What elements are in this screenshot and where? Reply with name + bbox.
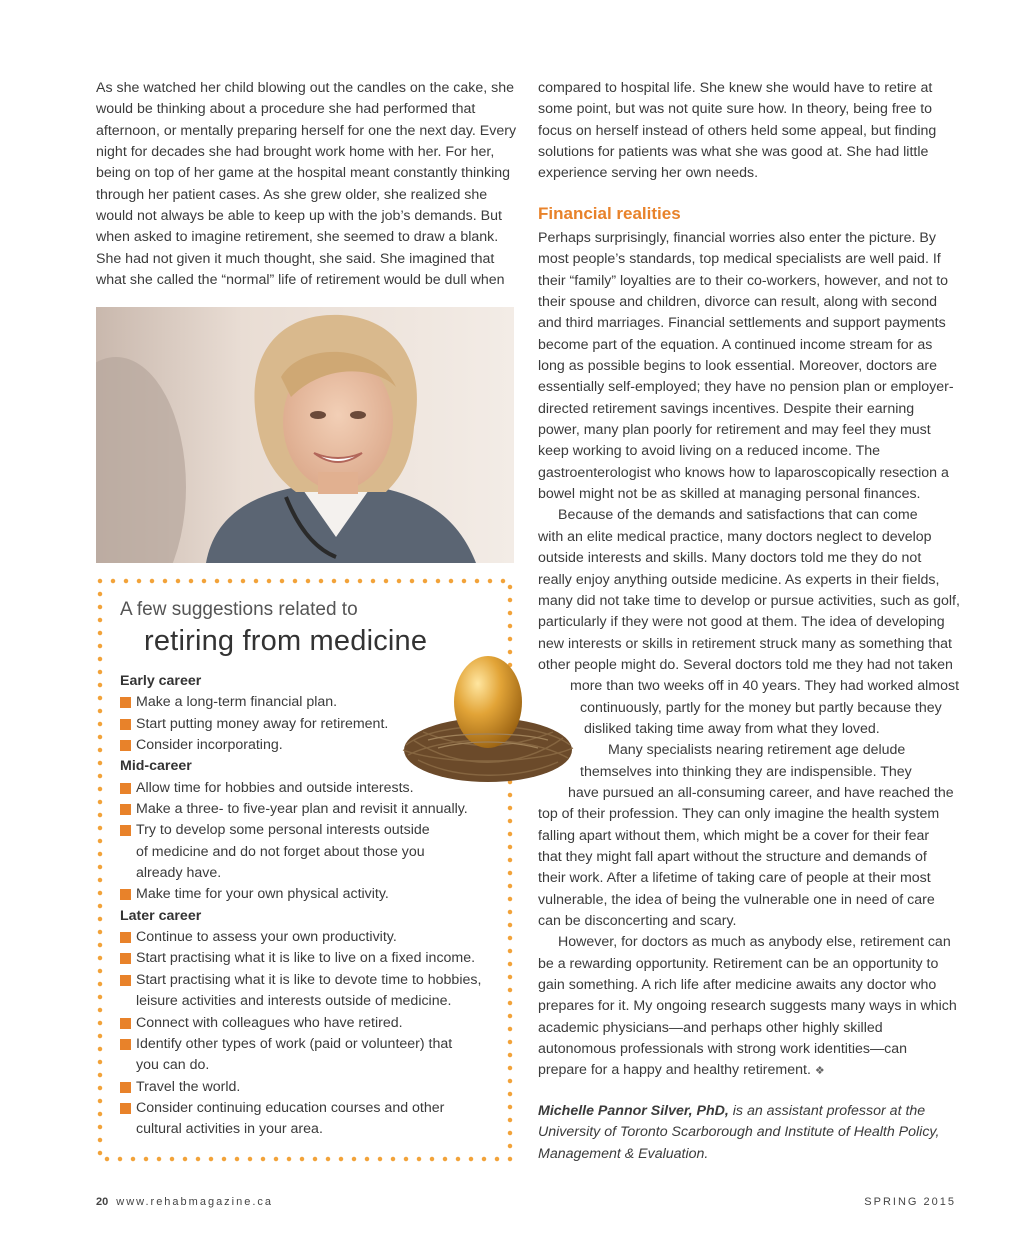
list-item: Travel the world. <box>120 1077 500 1098</box>
issue-label: SPRING 2015 <box>864 1196 956 1208</box>
list-item: Try to develop some personal interests outside of medicine and do not forget about those you already have. <box>120 820 500 884</box>
list-item: Consider continuing education courses and other cultural activities in your area. <box>120 1098 500 1141</box>
list-item: Start practising what it is like to live on a fixed income. <box>120 948 500 969</box>
author-name: Michelle Pannor Silver, PhD, <box>538 1103 729 1119</box>
author-byline <box>538 1101 958 1165</box>
right-column-continuation <box>538 78 958 185</box>
list-item: Start putting money away for retirement. <box>120 714 500 735</box>
body-paragraph: compared to hospital life. She knew she would have to retire at some point, but was not quite sure how. In theory, being free to focus on herself instead of others held some appeal, but finding solutions for patients was what she was good at. She had little experience serving her own needs. <box>538 80 937 182</box>
section-label-early-career: Early career <box>120 673 202 689</box>
bullet-square-icon <box>120 1039 131 1050</box>
list-item: Make a three- to five-year plan and revisit it annually. <box>120 799 500 820</box>
list-item: Identify other types of work (paid or volunteer) that you can do. <box>120 1034 500 1077</box>
body-paragraph: Many specialists nearing retirement age delude themselves into thinking they are indispensible. They have pursued an all-consuming career, and have reached the top of their profession. They can only imagine the health system falling apart without them, which might be a cover for their fear that they might fall apart without the structure and demands of their work. After a lifetime of taking care of people at their most vulnerable, the idea of being the vulnerable one in need of care can be disconcerting and scary. <box>538 742 954 929</box>
doctor-photo <box>96 307 514 563</box>
section-heading: Financial realities <box>538 204 681 223</box>
section-label-later-career: Later career <box>120 907 202 924</box>
list-item: Start practising what it is like to devote time to hobbies, leisure activities and interests outside of medicine. <box>120 970 500 1013</box>
bullet-square-icon <box>120 825 131 836</box>
sidebar-title: retiring from medicine <box>144 625 428 657</box>
body-paragraph: However, for doctors as much as anybody else, retirement can be a rewarding opportunity. Retirement can be an opportunity to gain something. A rich life after medicine awaits any doctor who prepares for it. My ongoing research suggests many ways in which academic physicians—and perhaps other highly skilled autonomous professionals with strong work identities—can prepare for a happy and healthy retirement. ❖ <box>538 934 957 1079</box>
list-item: Make a long-term financial plan. <box>120 692 500 713</box>
author-bio: is an assistant professor at the University of Toronto Scarborough and Institute of Health Policy, Management & Evaluation. <box>538 1103 940 1162</box>
bullet-square-icon <box>120 783 131 794</box>
list-item: Connect with colleagues who have retired. <box>120 1013 500 1034</box>
financial-realities-body <box>538 228 958 1083</box>
bullet-square-icon <box>120 1018 131 1029</box>
bullet-square-icon <box>120 975 131 986</box>
list-item: Continue to assess your own productivity. <box>120 927 500 948</box>
footer-left <box>96 1196 273 1208</box>
end-mark-icon: ❖ <box>814 1065 825 1078</box>
bullet-square-icon <box>120 953 131 964</box>
list-item: Allow time for hobbies and outside interests. <box>120 778 500 799</box>
body-paragraph: Perhaps surprisingly, financial worries also enter the picture. By most people’s standards, top medical specialists are well paid. If their “family” loyalties are to their co-workers, however, and not to their spouse and children, divorce can result, along with second and third marriages. Financial settlements and support payments become part of the equation. A continued income stream for as long as possible begins to look essential. Moreover, doctors are essentially self-employed; they have no pension plan or employer-directed retirement savings incentives. Despite their earning power, many plan poorly for retirement and may feel they must keep working to avoid living on a reduced income. The gastroenterologist who knows how to laparoscopically resection a bowel might not be as skilled at managing personal finances. <box>538 230 954 503</box>
page-number: 20 <box>96 1196 109 1208</box>
bullet-square-icon <box>120 740 131 751</box>
sidebar-intro: A few suggestions related to <box>120 599 358 620</box>
site-url: www.rehabmagazine.ca <box>116 1196 274 1208</box>
section-label-mid-career: Mid-career <box>120 758 192 775</box>
bullet-square-icon <box>120 697 131 708</box>
left-column <box>96 78 521 291</box>
list-item: Make time for your own physical activity. <box>120 884 500 905</box>
bullet-square-icon <box>120 1082 131 1093</box>
bullet-square-icon <box>120 719 131 730</box>
bullet-square-icon <box>120 804 131 815</box>
bullet-square-icon <box>120 932 131 943</box>
bullet-square-icon <box>120 889 131 900</box>
body-paragraph: As she watched her child blowing out the candles on the cake, she would be thinking about a procedure she had performed that afternoon, or mentally preparing herself for one the next day. Every night for decades she had brought work home with her. For her, being on top of her game at the hospital meant constantly thinking through her patient cases. As she grew older, she realized she would not always be able to keep up with the job’s demands. But when asked to imagine retirement, she seemed to draw a blank. She had not given it much thought, she said. She imagined that what she called the “normal” life of retirement would be dull when <box>96 80 517 289</box>
body-paragraph: Because of the demands and satisfactions that can come with an elite medical practice, many doctors neglect to develop outside interests and skills. Many doctors told me they do not really enjoy anything outside medicine. As experts in their fields, many did not take time to develop or pursue activities, such as golf, particularly if they were not good at them. The idea of developing new interests or skills in retirement struck many as something that other people might do. Several doctors told me they had not taken more than two weeks off in 40 years. They had worked almost continuously, partly for the money but partly because they disliked taking time away from what they loved. <box>538 507 960 737</box>
list-item: Consider incorporating. <box>120 735 500 756</box>
bullet-square-icon <box>120 1103 131 1114</box>
